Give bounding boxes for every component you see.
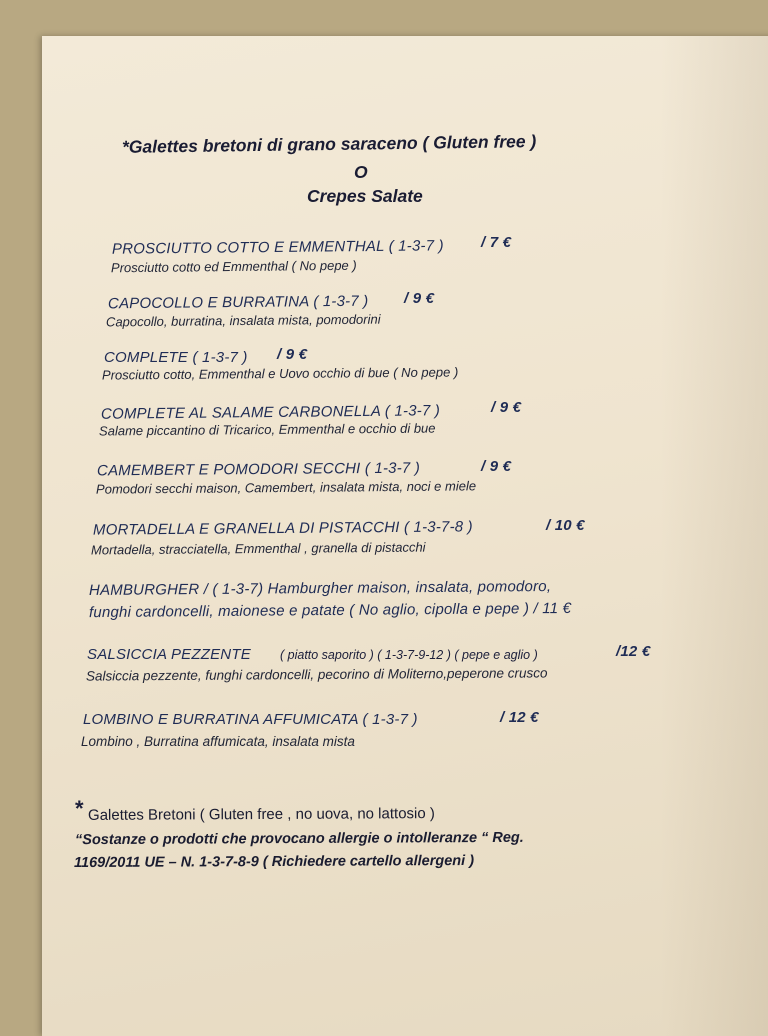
item-description: Mortadella, stracciatella, Emmenthal , granella di pistacchi [90, 539, 426, 558]
item-name: LOMBINO E BURRATINA AFFUMICATA ( 1-3-7 ) [83, 711, 418, 728]
item-name: HAMBURGHER / ( 1-3-7) Hamburgher maison, insalata, pomodoro, [88, 577, 552, 600]
item-note: ( piatto saporito ) ( 1-3-7-9-12 ) ( pepe e aglio ) [280, 648, 538, 662]
menu-title: *Galettes bretoni di grano saraceno ( Gluten free ) [121, 131, 537, 157]
item-name: COMPLETE AL SALAME CARBONELLA ( 1-3-7 ) [100, 402, 441, 423]
item-price: / 7 € [481, 234, 512, 251]
item-name: COMPLETE ( 1-3-7 ) [104, 349, 248, 366]
item-price: / 9 € [491, 399, 522, 416]
item-description: Lombino , Burratina affumicata, insalata mista [81, 734, 355, 749]
footer-regulation: 1169/2011 UE – N. 1-3-7-8-9 ( Richiedere cartello allergeni ) [73, 852, 475, 872]
item-price: / 10 € [546, 517, 585, 534]
item-description: Salsiccia pezzente, funghi cardoncelli, pecorino di Moliterno,peperone crusco [85, 665, 548, 684]
item-name: PROSCIUTTO COTTO E EMMENTHAL ( 1-3-7 ) [111, 237, 444, 258]
footer-allergen-note: “Sostanze o prodotti che provocano allergie o intolleranze “ Reg. [74, 829, 524, 849]
menu-title-or: O [354, 162, 368, 182]
item-price: / 9 € [404, 290, 435, 307]
item-description: Prosciutto cotto, Emmenthal e Uovo occhio di bue ( No pepe ) [101, 364, 459, 383]
item-name: CAMEMBERT E POMODORI SECCHI ( 1-3-7 ) [96, 459, 421, 480]
item-name: CAPOCOLLO E BURRATINA ( 1-3-7 ) [107, 292, 369, 313]
item-name: MORTADELLA E GRANELLA DI PISTACCHI ( 1-3-7-8 ) [92, 518, 473, 539]
item-description: Pomodori secchi maison, Camembert, insalata mista, noci e miele [95, 478, 477, 497]
item-description: Capocollo, burratina, insalata mista, pomodorini [105, 311, 381, 330]
item-description: Salame piccantino di Tricarico, Emmenthal e occhio di bue [98, 420, 436, 439]
item-description: Prosciutto cotto ed Emmenthal ( No pepe ) [110, 257, 357, 276]
paper-shadow [660, 36, 768, 1036]
item-price: /12 € [616, 643, 651, 660]
item-price: / 12 € [500, 709, 539, 726]
menu-subtitle: Crepes Salate [307, 186, 423, 206]
item-price: / 9 € [277, 346, 308, 363]
footer-asterisk: * [75, 796, 84, 821]
item-name: SALSICCIA PEZZENTE [87, 646, 251, 663]
footer-gluten-note: Galettes Bretoni ( Gluten free , no uova, no lattosio ) [87, 805, 435, 824]
item-description: funghi cardoncelli, maionese e patate ( No aglio, cipolla e pepe ) / 11 € [88, 599, 572, 622]
item-price: / 9 € [481, 458, 512, 475]
